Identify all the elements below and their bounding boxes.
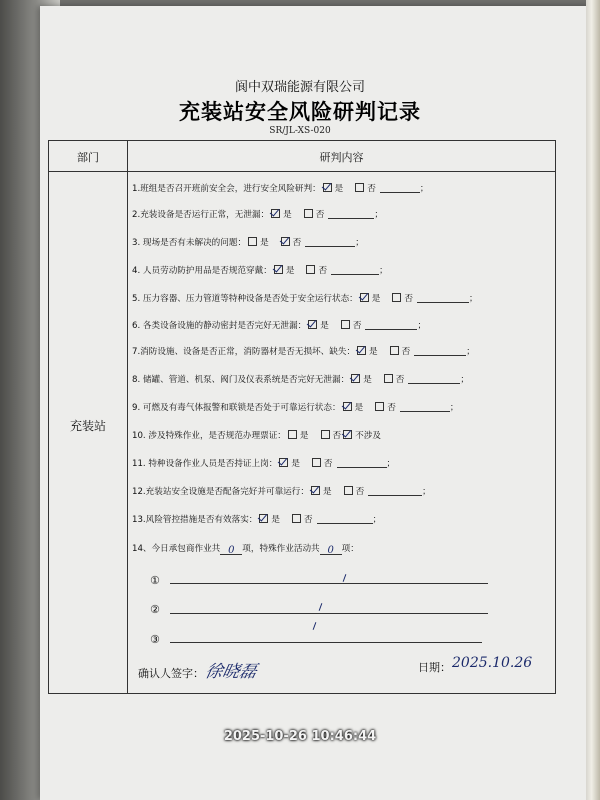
no-checkbox[interactable]	[292, 514, 301, 523]
document-code: SR/JL-XS-020	[269, 126, 331, 136]
no-label: 否	[304, 515, 313, 525]
remark-field[interactable]	[328, 209, 374, 219]
document-title: 充装站安全风险研判记录	[179, 100, 421, 124]
remark-field[interactable]	[331, 265, 379, 275]
no-checkbox[interactable]	[312, 458, 321, 467]
remark-field[interactable]	[365, 320, 417, 330]
no-label: 否	[387, 403, 396, 413]
checklist-item	[132, 457, 395, 469]
item-suffix: ；	[422, 487, 431, 497]
item-suffix: ；	[417, 321, 427, 331]
item-question: 4. 人员劳动防护用品是否规范穿戴：	[132, 266, 272, 276]
checklist-item	[132, 345, 475, 357]
yes-label: 是	[320, 321, 329, 331]
no-checkbox[interactable]	[321, 430, 330, 439]
no-checkbox[interactable]	[344, 486, 353, 495]
item-question: 5. 压力容器、压力管道等特种设备是否处于安全运行状态：	[132, 294, 358, 304]
item-suffix: ；	[374, 210, 383, 220]
checklist-item	[132, 513, 381, 525]
item-14-mid: 项，特殊作业活动共	[242, 544, 320, 554]
special-work-count-field[interactable]	[320, 545, 342, 555]
header-department: 部门	[77, 151, 99, 164]
item-question: 7.消防设施、设备是否正常，消防器材是否无损坏、缺失：	[132, 347, 356, 357]
yes-checkbox[interactable]	[288, 430, 297, 439]
remark-field[interactable]	[417, 293, 469, 303]
yes-label: 是	[299, 431, 309, 441]
not-applicable-checkbox[interactable]	[343, 430, 352, 439]
item-question: 10. 涉及特殊作业，是否规范办理票证：	[132, 431, 286, 441]
checklist-item	[132, 401, 458, 413]
no-label: 否	[292, 238, 302, 248]
checklist-item	[132, 485, 431, 497]
checklist-item	[132, 208, 383, 220]
signature-label: 确认人签字：	[138, 667, 204, 680]
yes-label: 是	[260, 238, 269, 248]
yes-checkbox[interactable]	[308, 320, 317, 329]
contractor-count: 0	[228, 545, 235, 556]
item-suffix: ；	[386, 459, 396, 469]
item-suffix: ；	[379, 266, 388, 276]
yes-checkbox[interactable]	[271, 209, 280, 218]
photo-timestamp: 2025-10-26 10:46:44	[223, 729, 377, 744]
line-1[interactable]	[170, 583, 488, 584]
yes-checkbox[interactable]	[311, 486, 320, 495]
yes-label: 是	[285, 266, 295, 276]
no-label: 否	[323, 459, 333, 469]
remark-field[interactable]	[380, 183, 420, 193]
department-name: 充装站	[69, 419, 106, 433]
yes-checkbox[interactable]	[343, 402, 352, 411]
yes-label: 是	[271, 515, 280, 525]
item-suffix: ；	[372, 515, 382, 525]
item-suffix: ；	[449, 403, 459, 413]
special-work-count: 0	[327, 545, 334, 556]
checklist-item	[132, 182, 429, 194]
item-question: 8. 储罐、管道、机泵、阀门及仪表系统是否完好无泄漏：	[132, 375, 350, 385]
checklist-item	[132, 429, 381, 441]
no-checkbox[interactable]	[390, 346, 399, 355]
yes-label: 是	[363, 375, 372, 385]
checklist-item	[132, 319, 426, 331]
yes-label: 是	[371, 294, 381, 304]
no-label: 否	[352, 321, 362, 331]
checklist-item	[132, 373, 469, 385]
record-table	[48, 140, 556, 694]
no-label: 否	[367, 184, 376, 194]
yes-checkbox[interactable]	[274, 265, 283, 274]
column-divider	[127, 141, 128, 693]
header-divider	[49, 171, 555, 172]
item-suffix: ；	[460, 375, 470, 385]
item-14	[132, 542, 359, 555]
no-label: 否	[404, 294, 413, 304]
yes-checkbox[interactable]	[357, 346, 366, 355]
not-applicable-label: 不涉及	[355, 431, 381, 441]
date-label: 日期：	[418, 661, 451, 674]
no-label: 否	[401, 347, 411, 357]
no-checkbox[interactable]	[304, 209, 313, 218]
yes-label: 是	[369, 347, 378, 357]
item-suffix: ；	[355, 238, 364, 248]
no-checkbox[interactable]	[355, 183, 364, 192]
no-checkbox[interactable]	[375, 402, 384, 411]
no-checkbox[interactable]	[306, 265, 315, 274]
circled-3: ③	[150, 633, 160, 646]
no-checkbox[interactable]	[384, 374, 393, 383]
remark-field[interactable]	[400, 402, 450, 412]
line-2[interactable]	[170, 613, 488, 614]
item-14-prefix: 14、今日承包商作业共	[132, 544, 221, 554]
item-question: 12.充装站安全设施是否配备完好并可靠运行：	[132, 487, 309, 497]
remark-field[interactable]	[368, 486, 422, 496]
checklist-item	[132, 264, 388, 276]
item-question: 13.风险管控措施是否有效落实：	[132, 515, 258, 525]
header-content: 研判内容	[319, 151, 364, 164]
no-checkbox[interactable]	[281, 237, 290, 246]
item-question: 9. 可燃及有毒气体报警和联锁是否处于可靠运行状态：	[132, 403, 341, 413]
item-suffix: ；	[419, 184, 429, 194]
checklist-item	[132, 292, 478, 304]
yes-checkbox[interactable]	[351, 374, 360, 383]
yes-checkbox[interactable]	[323, 183, 332, 192]
yes-label: 是	[334, 184, 344, 194]
no-label: 否	[355, 487, 365, 497]
no-checkbox[interactable]	[341, 320, 350, 329]
remark-field[interactable]	[408, 374, 460, 384]
yes-label: 是	[283, 210, 292, 220]
company-name: 阆中双瑞能源有限公司	[234, 80, 365, 95]
yes-checkbox[interactable]	[248, 237, 257, 246]
remark-field[interactable]	[414, 346, 466, 356]
contractor-count-field[interactable]	[220, 545, 242, 555]
item-suffix: ；	[469, 294, 478, 304]
circled-1: ①	[150, 574, 160, 587]
yes-label: 是	[354, 403, 364, 413]
item-question: 1.班组是否召开班前安全会，进行安全风险研判：	[132, 184, 321, 194]
yes-checkbox[interactable]	[259, 514, 268, 523]
item-question: 2.充装设备是否运行正常，无泄漏：	[132, 210, 270, 220]
no-checkbox[interactable]	[392, 293, 401, 302]
remark-field[interactable]	[337, 458, 387, 468]
item-question: 11. 特种设备作业人员是否持证上岗：	[132, 459, 278, 469]
no-label: 否	[315, 210, 325, 220]
no-label: 否	[332, 431, 342, 441]
signature: 徐晓磊	[203, 662, 259, 682]
yes-checkbox[interactable]	[279, 458, 288, 467]
yes-label: 是	[322, 487, 332, 497]
line-3[interactable]	[170, 642, 482, 643]
yes-checkbox[interactable]	[360, 293, 369, 302]
yes-label: 是	[291, 459, 300, 469]
no-label: 否	[395, 375, 405, 385]
item-suffix: ；	[466, 347, 475, 357]
date-value: 2025.10.26	[452, 655, 533, 671]
remark-field[interactable]	[305, 237, 355, 247]
item-question: 6. 各类设备设施的静动密封是否完好无泄漏：	[132, 321, 307, 331]
no-label: 否	[318, 266, 328, 276]
item-14-end: 项：	[341, 544, 359, 554]
checklist-item	[132, 236, 364, 248]
circled-2: ②	[150, 603, 160, 616]
item-question: 3. 现场是否有未解决的问题：	[132, 238, 247, 248]
remark-field[interactable]	[317, 514, 373, 524]
